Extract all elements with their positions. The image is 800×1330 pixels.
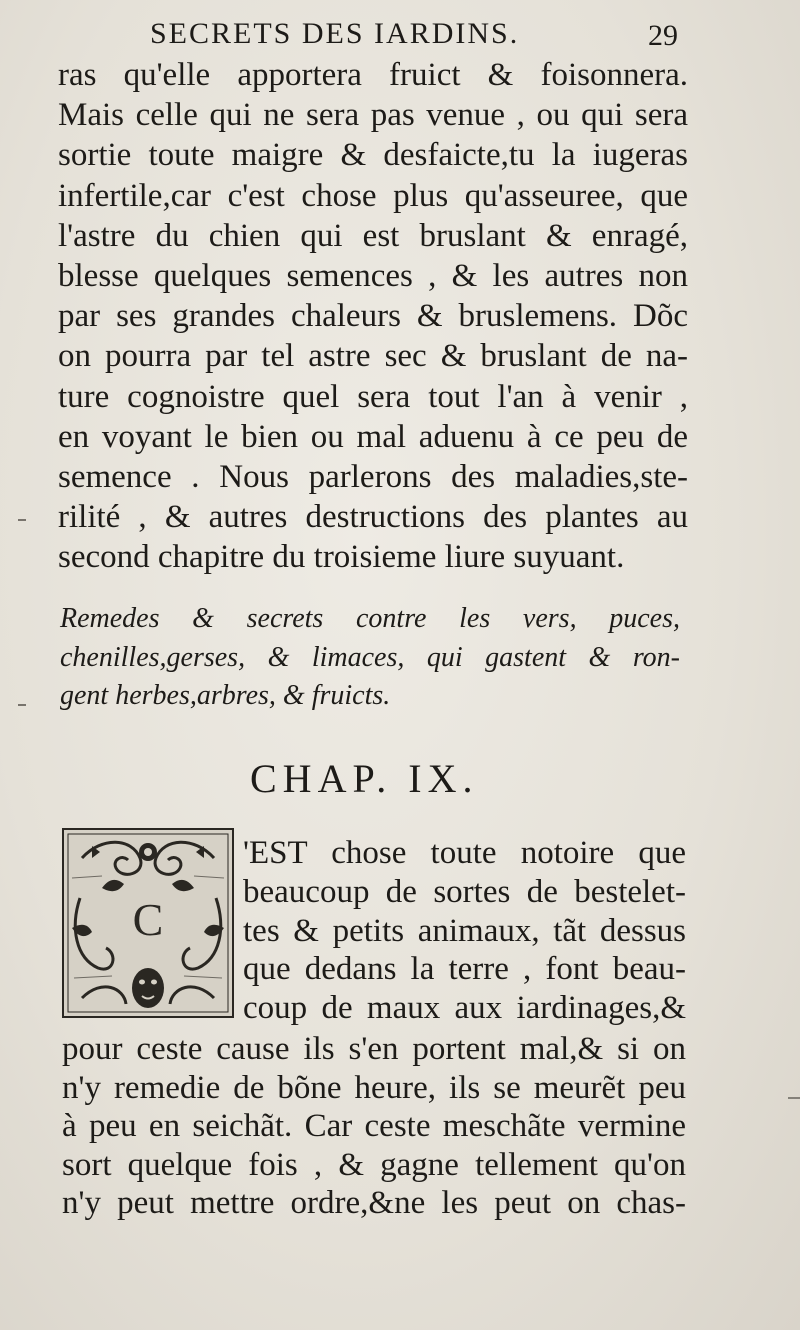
chapter-heading: CHAP. IX. [250, 756, 479, 801]
chapter-rubric [60, 600, 680, 716]
page-header [0, 14, 800, 54]
text-line: rilité , & autres destructions des plantes au [58, 499, 688, 536]
page-number: 29 [648, 19, 678, 52]
initial-letter: C [132, 894, 164, 945]
rubric-line: gent herbes,arbres, & fruicts. [60, 680, 391, 711]
text-line: coup de maux aux iardinages,& [243, 990, 686, 1027]
text-line: semence . Nous parlerons des maladies,ste- [58, 458, 688, 495]
text-line: blesse quelques semences , & les autres non [58, 257, 688, 294]
chapter-text-indented [243, 834, 686, 1028]
text-line: ture cognoistre quel sera tout l'an à venir , [58, 378, 688, 415]
chapter-text-full [62, 1030, 686, 1223]
text-line: que dedans la terre , font beau- [243, 951, 686, 988]
text-line: en voyant le bien ou mal aduenu à ce peu de [58, 418, 688, 455]
text-line: ras qu'elle apportera fruict & foisonnera. [58, 57, 688, 93]
text-line: l'astre du chien qui est bruslant & enragé, [58, 217, 688, 254]
text-line: on pourra par tel astre sec & bruslant de na- [58, 338, 688, 375]
text-line: tes & petits animaux, tãt dessus [243, 912, 686, 949]
text-line: n'y remedie de bõne heure, ils se meurẽt peu [62, 1069, 686, 1106]
edge-mark [788, 1097, 800, 1099]
text-line: à peu en seichãt. Car ceste meschãte vermine [62, 1108, 686, 1145]
margin-mark [18, 704, 26, 706]
text-line: beaucoup de sortes de bestelet- [243, 873, 686, 910]
rubric-line: chenilles,gerses, & limaces, qui gastent & ron- [60, 641, 680, 673]
running-title: SECRETS DES IARDINS. [150, 17, 520, 50]
text-line: sort quelque fois , & gagne tellement qu'on [62, 1146, 686, 1183]
text-line: pour ceste cause ils s'en portent mal,& si on [62, 1031, 686, 1067]
text-line: 'EST chose toute notoire que [243, 835, 686, 871]
text-line: par ses grandes chaleurs & bruslemens. Dõc [58, 298, 688, 335]
margin-mark [18, 519, 26, 521]
body-text [58, 55, 688, 577]
text-line: Mais celle qui ne sera pas venue , ou qui sera [58, 97, 688, 134]
rubric-line: Remedes & secrets contre les vers, puces, [60, 603, 680, 634]
text-line: sortie toute maigre & desfaicte,tu la iugeras [58, 137, 688, 174]
text-line: second chapitre du troisieme liure suyuant. [58, 539, 625, 576]
text-line: infertile,car c'est chose plus qu'asseuree, que [58, 177, 688, 214]
text-line: n'y peut mettre ordre,&ne les peut on chas- [62, 1185, 686, 1222]
